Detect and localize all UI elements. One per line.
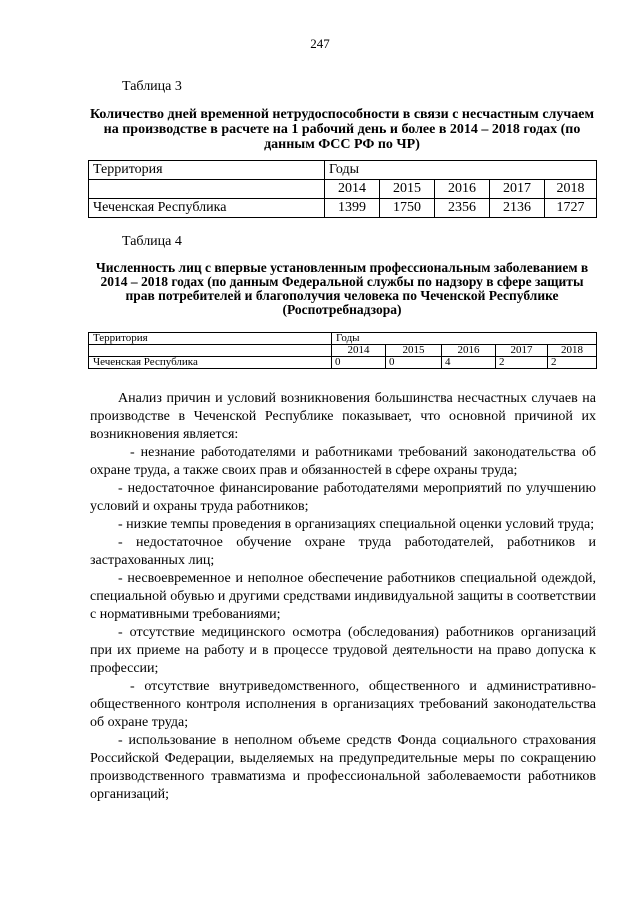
table3-header-row <box>89 161 597 180</box>
table3 <box>88 160 597 218</box>
table4 <box>88 332 597 369</box>
table4-year: 2015 <box>386 345 442 357</box>
table4-value: 2 <box>548 357 597 369</box>
body-text <box>90 390 596 804</box>
list-item: - незнание работодателями и работниками требований законодательства об охране труда, а также своих прав и обязанностей в сфере охраны труда; <box>90 445 596 478</box>
table4-title: Численность лиц с впервые установленным профессиональным заболеванием в 2014 – 2018 годах (по данным Федеральной службы по надзору в сфере защиты прав потребителей и благополучия человека по Чеченской Республике (Роспотребнадзора) <box>95 260 589 317</box>
list-item: - отсутствие медицинского осмотра (обследования) работников организаций при их приеме на работу и в процессе трудовой деятельности на право допуска к профессии; <box>90 625 596 676</box>
table3-years-row <box>89 180 597 199</box>
table3-data-row <box>89 199 597 218</box>
table4-value: 4 <box>442 357 496 369</box>
table4-col-territory: Территория <box>89 333 332 345</box>
table3-label: Таблица 3 <box>122 79 182 94</box>
table4-header-row <box>89 333 597 345</box>
table3-row-name: Чеченская Республика <box>89 199 325 218</box>
table3-value: 2356 <box>435 199 490 218</box>
table3-year: 2014 <box>325 180 380 199</box>
list-item: - использование в неполном объеме средств Фонда социального страхования Российской Федерации, выделяемых на предупредительные меры по сокращению производственного травматизма и профессиональной заболеваемости работников организаций; <box>90 733 596 802</box>
table4-row-name: Чеченская Республика <box>89 357 332 369</box>
table4-empty-cell <box>89 345 332 357</box>
table4-value: 0 <box>386 357 442 369</box>
table4-col-years: Годы <box>332 333 597 345</box>
table3-year: 2015 <box>380 180 435 199</box>
list-item: - недостаточное обучение охране труда работодателей, работников и застрахованных лиц; <box>90 535 596 568</box>
table4-label: Таблица 4 <box>122 234 182 249</box>
table3-value: 1727 <box>545 199 597 218</box>
list-item: - низкие темпы проведения в организациях специальной оценки условий труда; <box>118 517 595 532</box>
list-item: - несвоевременное и неполное обеспечение работников специальной одеждой, специальной обувью и другими средствами индивидуальной защиты в соответствии с нормативными требованиями; <box>90 571 596 622</box>
table3-value: 2136 <box>490 199 545 218</box>
table3-value: 1399 <box>325 199 380 218</box>
table3-year: 2017 <box>490 180 545 199</box>
table3-year: 2018 <box>545 180 597 199</box>
table3-year: 2016 <box>435 180 490 199</box>
table4-years-row <box>89 345 597 357</box>
table3-title: Количество дней временной нетрудоспособности в связи с несчастным случаем на производстве в расчете на 1 рабочий день и более в 2014 – 2018 годах (по данным ФСС РФ по ЧР) <box>89 107 595 152</box>
table4-year: 2018 <box>548 345 597 357</box>
table4-data-row <box>89 357 597 369</box>
table3-col-years: Годы <box>325 161 597 180</box>
list-item: - недостаточное финансирование работодателями мероприятий по улучшению условий и охраны труда работников; <box>90 481 596 514</box>
intro-paragraph: Анализ причин и условий возникновения большинства несчастных случаев на производстве в Чеченской Республике показывает, что основной причиной их возникновения является: <box>90 391 596 442</box>
list-item: - отсутствие внутриведомственного, общественного и административно-общественного контроля исполнения в организациях требований законодательства об охране труда; <box>90 679 596 730</box>
table4-year: 2016 <box>442 345 496 357</box>
table3-value: 1750 <box>380 199 435 218</box>
page-number: 247 <box>310 36 330 51</box>
table4-year: 2017 <box>496 345 548 357</box>
table4-value: 0 <box>332 357 386 369</box>
table3-empty-cell <box>89 180 325 199</box>
table4-value: 2 <box>496 357 548 369</box>
table3-col-territory: Территория <box>89 161 325 180</box>
table4-year: 2014 <box>332 345 386 357</box>
